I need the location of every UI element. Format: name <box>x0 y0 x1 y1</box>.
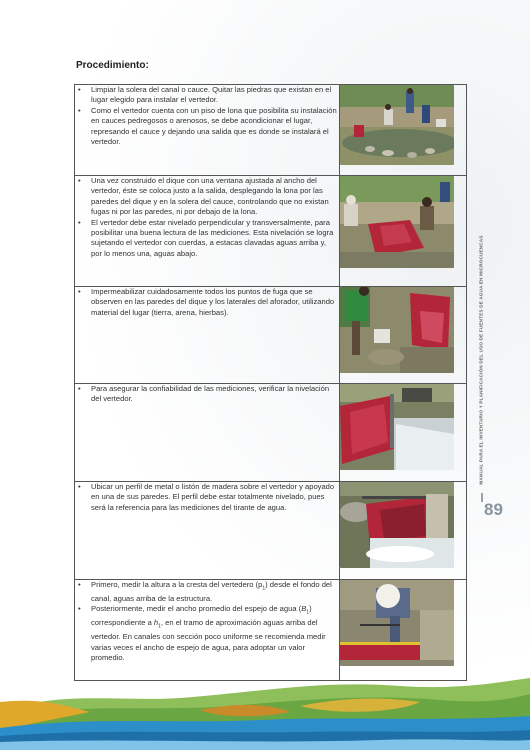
list-item: • Limpiar la solera del canal o cauce. Quitar las piedras que existan en el lugar elegido para instalar el vertedor. <box>91 85 339 106</box>
step-text-cell <box>75 85 340 176</box>
list-item: • El vertedor debe estar nivelado perpendicular y transversalmente, para posibilitar una buena lectura de las mediciones. Esta nivelación se logra sujetando el vertedor con cuerdas, a estacas clavadas aguas arriba y, por lo menos una, aguas abajo. <box>91 218 339 260</box>
list-item: • Para asegurar la confiabilidad de las mediciones, verificar la nivelación del vertedor. <box>91 384 339 405</box>
page-number-divider <box>481 493 483 502</box>
list-item: • Una vez construido el dique con una ventana ajustada al ancho del vertedor, éste se coloca justo a la salida, desplegando la lona por las paredes del dique y en la solera del cauce, controlando que no existan fugas ni por las paredes, ni por debajo de la lona. <box>91 176 339 218</box>
list-item: • Posteriormente, medir el ancho promedio del espejo de agua $(B_1)$ correspondiente a $h_1$, en el tramo de aproximación aguas arriba del vertedor. En canales con sección poco uniforme se recomienda medir varias veces el ancho de espejo de agua, para adoptar un valor promedio. <box>91 604 339 663</box>
sidebar-title <box>476 232 486 488</box>
photo-cell <box>340 287 467 384</box>
photo-installing-tarp <box>340 176 454 268</box>
photo-sealing-leaks <box>340 287 454 373</box>
list-item: • Primero, medir la altura a la cresta del vertedero $(p_1)$ desde el fondo del canal, aguas arriba de la estructura. <box>91 580 339 604</box>
list-item: • Ubicar un perfil de metal o listón de madera sobre el vertedor y apoyado en una de sus paredes. El perfil debe estar totalmente nivelado, pues será la referencia para las mediciones del tirante de agua. <box>91 482 339 513</box>
page-number: 89 <box>484 500 503 519</box>
photo-measuring-width <box>340 580 454 666</box>
sidebar-title-text: MANUAL PARA EL INVENTARIO Y PLANIFICACIÓN DEL USO DE FUENTES DE AGUA EN MICROCUENCAS <box>478 235 484 485</box>
photo-clearing-channel <box>340 85 454 165</box>
table-row <box>75 287 467 384</box>
list-item: • Impermeabilizar cuidadosamente todos los puntos de fuga que se observen en las paredes del dique y los laterales del aforador, utilizando material del lugar (tierra, arena, hierbas). <box>91 287 339 318</box>
step-text-cell <box>75 482 340 580</box>
photo-cell <box>340 85 467 176</box>
footer-landscape-decoration <box>0 672 530 750</box>
photo-leveled-profile <box>340 482 454 568</box>
photo-level-check <box>340 384 454 470</box>
photo-cell <box>340 176 467 287</box>
list-item: • Como el vertedor cuenta con un piso de lona que posibilita su instalación en cauces pedregosos o arenosos, se debe acondicionar el lugar, represando el cauce y dejando una salida que es donde se instalará el vertedor. <box>91 106 339 148</box>
section-heading: Procedimiento: <box>76 60 149 71</box>
step-text-cell <box>75 384 340 482</box>
step-text-cell <box>75 580 340 681</box>
photo-cell <box>340 384 467 482</box>
step-text-cell <box>75 176 340 287</box>
table-row <box>75 176 467 287</box>
photo-cell <box>340 482 467 580</box>
photo-cell <box>340 580 467 681</box>
procedure-table <box>74 84 467 681</box>
table-row <box>75 85 467 176</box>
table-row <box>75 384 467 482</box>
table-row <box>75 580 467 681</box>
step-text-cell <box>75 287 340 384</box>
table-row <box>75 482 467 580</box>
